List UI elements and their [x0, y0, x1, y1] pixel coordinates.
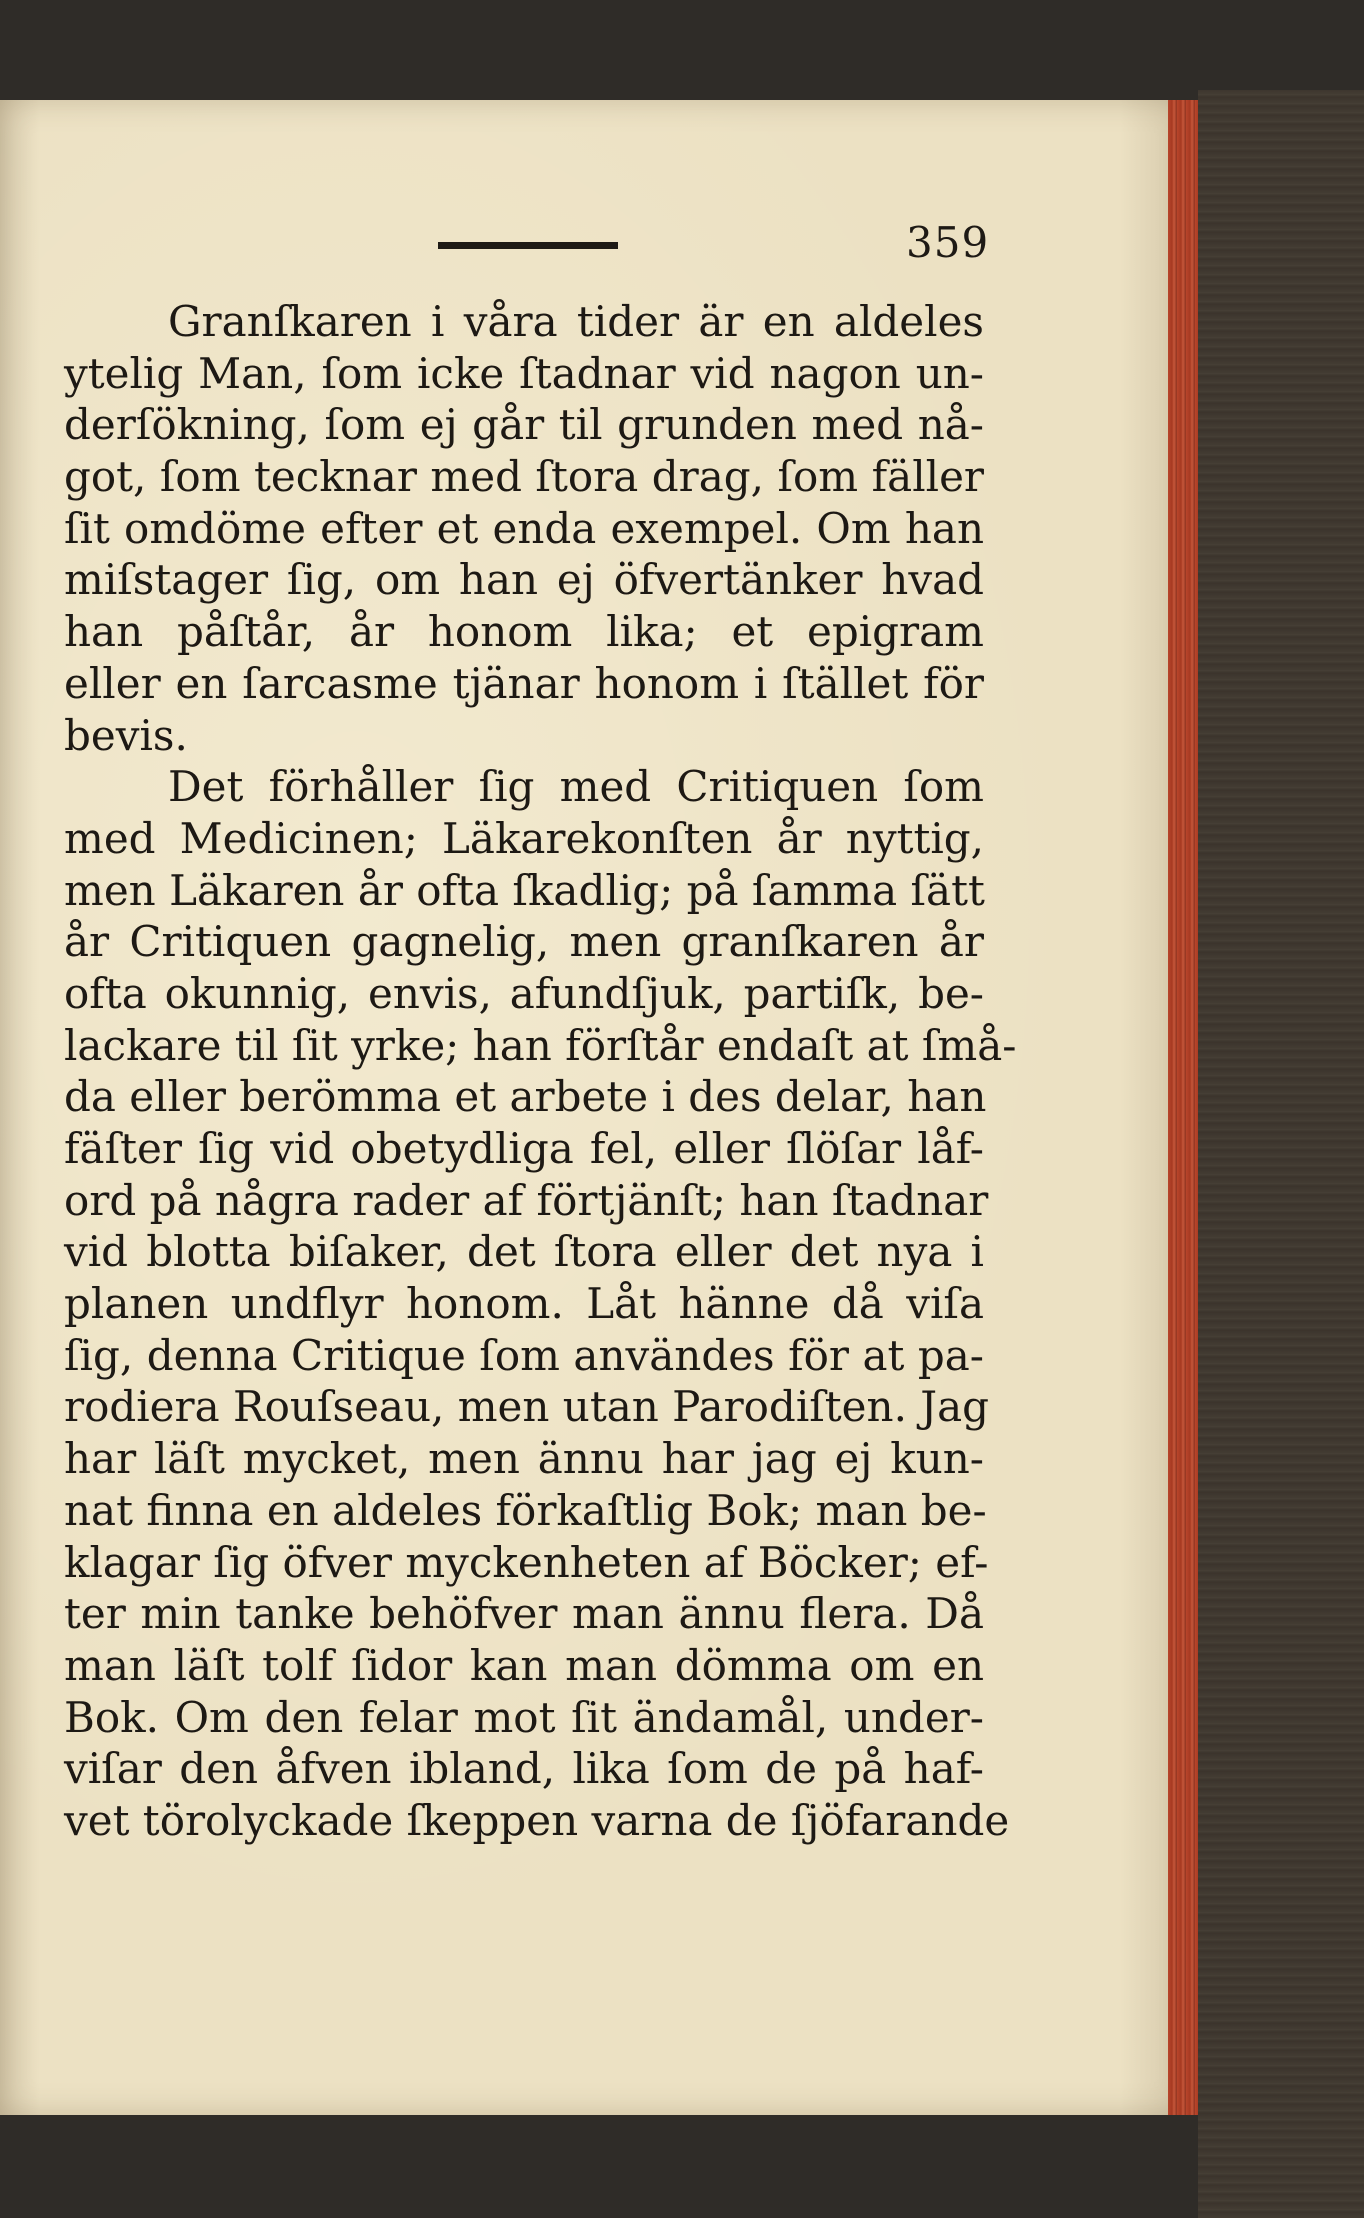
text-line: Granſkaren i våra tider är en aldeles: [168, 297, 984, 346]
text-line: han påſtår, år honom lika; et epigram: [64, 607, 984, 657]
text-line: man läſt tolf ſidor kan man dömma om en: [64, 1640, 984, 1690]
body-text: [64, 296, 1017, 1847]
text-line: år Critiquen gagnelig, men granſkaren år: [64, 917, 984, 967]
header-rule: [438, 242, 618, 249]
text-line: da eller berömma et arbete i des delar, han: [64, 1072, 987, 1122]
text-line: ytelig Man, ſom icke ſtadnar vid nagon un-: [64, 348, 984, 398]
page-number: 359: [906, 218, 990, 267]
text-line: planen undflyr honom. Låt hänne då viſa: [64, 1279, 984, 1329]
text-line: nat finna en aldeles förkaſtlig Bok; man be-: [64, 1485, 987, 1535]
text-line: med Medicinen; Läkarekonſten år nyttig,: [64, 813, 984, 863]
text-line: vid blotta biſaker, det ſtora eller det nya i: [64, 1227, 984, 1277]
text-line: ter min tanke behöfver man ännu flera. Då: [64, 1589, 984, 1639]
text-line: miſstager ſig, om han ej öfvertänker hvad: [64, 555, 984, 605]
text-line: men Läkaren år ofta ſkadlig; på ſamma ſätt: [64, 865, 985, 915]
book-binding-edge: [1198, 90, 1364, 2218]
text-line: klagar ſig öfver myckenheten af Böcker; ef-: [64, 1537, 989, 1587]
text-line: derſökning, ſom ej går til grunden med nå-: [64, 400, 984, 450]
text-line: viſar den åfven ibland, lika ſom de på haf-: [64, 1744, 984, 1794]
page-edge-red: [1168, 100, 1198, 2115]
text-line: lackare til ſit yrke; han förſtår endaſt at ſmå-: [64, 1020, 1017, 1070]
text-line: rodiera Rouſseau, men utan Parodiſten. Jag: [64, 1382, 990, 1432]
text-line: bevis.: [64, 710, 188, 760]
text-line: har läſt mycket, men ännu har jag ej kun-: [64, 1434, 984, 1484]
text-line: vet törolyckade ſkeppen varna de ſjöfarande: [64, 1795, 1010, 1845]
text-line: ord på några rader af förtjänſt; han ſtadnar: [64, 1175, 989, 1225]
text-line: ſig, denna Critique ſom användes för at pa-: [64, 1330, 984, 1380]
text-line: Det förhåller ſig med Critiquen ſom: [168, 762, 984, 812]
text-line: got, ſom tecknar med ſtora drag, ſom fäller: [64, 452, 984, 502]
book-page: [0, 100, 1190, 2115]
text-line: eller en ſarcasme tjänar honom i ſtället för: [64, 658, 984, 708]
text-line: fäſter ſig vid obetydliga fel, eller ſlöſar låf-: [64, 1124, 984, 1173]
text-line: ſit omdöme efter et enda exempel. Om han: [64, 503, 984, 553]
text-line: ofta okunnig, envis, afundſjuk, partiſk, be-: [64, 968, 984, 1018]
text-line: Bok. Om den felar mot ſit ändamål, under-: [64, 1692, 984, 1742]
